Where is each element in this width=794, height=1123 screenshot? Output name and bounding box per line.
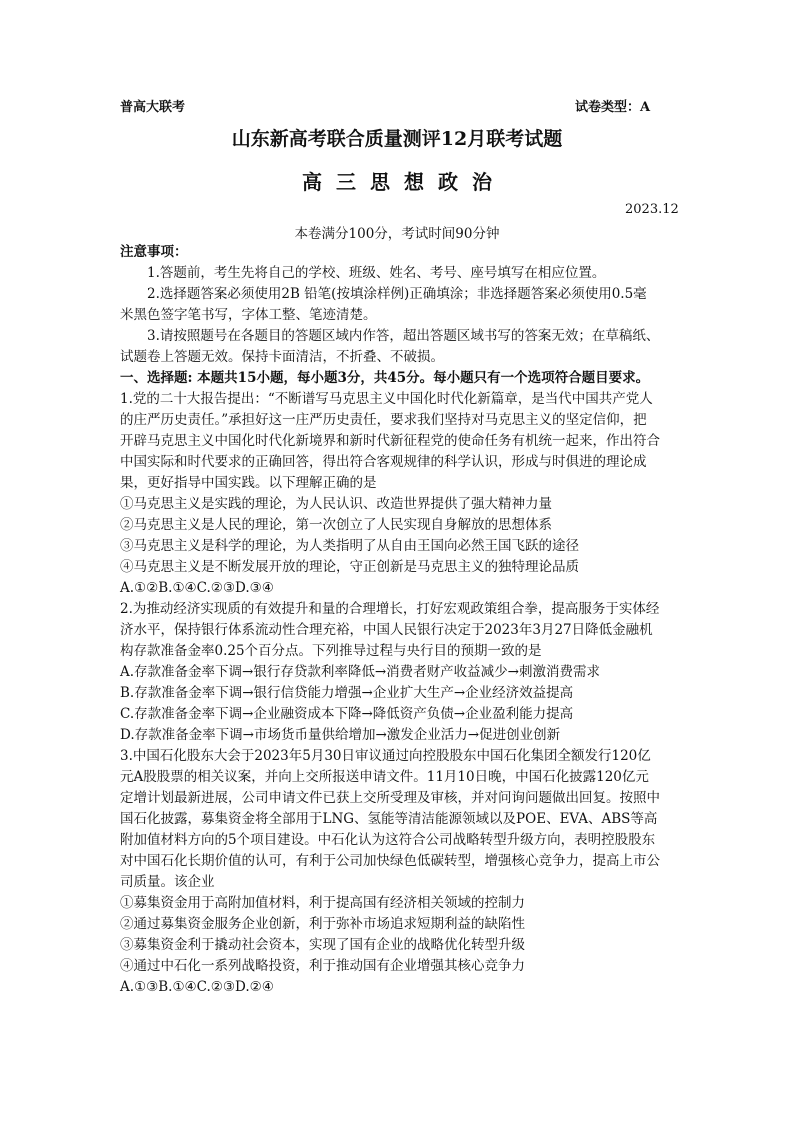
notice-item: 2.选择题答案必须使用2B 铅笔(按填涂样例)正确填涂；非选择题答案必须使用0.5毫米黑色签字笔书写，字体工整、笔迹清楚。 — [120, 286, 647, 323]
exam-body — [120, 242, 660, 998]
question-1-statement: ①马克思主义是实践的理论，为人民认识、改造世界提供了强大精神力量 — [120, 496, 552, 512]
question-3-statement: ②通过募集资金服务企业创新，利于弥补市场追求短期利益的缺陷性 — [120, 916, 525, 932]
notice-item: 1.答题前，考生先将自己的学校、班级、姓名、考号、座号填写在相应位置。 — [147, 265, 606, 281]
subject-title: 高三思想政治 — [302, 170, 506, 194]
exam-info: 本卷满分100分，考试时间90分钟 — [294, 226, 500, 242]
notice-item: 3.请按照题号在各题目的答题区域内作答，超出答题区域书写的答案无效；在草稿纸、试题卷上答题无效。保持卡面清洁，不折叠、不破损。 — [120, 328, 660, 365]
section-heading: 一、选择题: 本题共15小题，每小题3分，共45分。每小题只有一个选项符合题目要求。 — [120, 370, 650, 386]
question-3-statement: ③募集资金利于撬动社会资本，实现了国有企业的战略优化转型升级 — [120, 937, 525, 953]
question-1-options: A.①②B.①④C.②③D.③④ — [120, 580, 274, 596]
question-1-statement: ③马克思主义是科学的理论，为人类指明了从自由王国向必然王国飞跃的途径 — [120, 538, 579, 554]
question-2-option: C.存款准备金率下调→企业融资成本下降→降低资产负债→企业盈利能力提高 — [120, 706, 574, 722]
question-2-option: D.存款准备金率下调→市场货币量供给增加→激发企业活力→促进创业创新 — [120, 727, 561, 743]
question-2-option: A.存款准备金率下调→银行存贷款利率降低→消费者财产收益减少→刺激消费需求 — [120, 664, 600, 680]
question-3-stem: 3.中国石化股东大会于2023年5月30日审议通过向控股股东中国石化集团全额发行120亿元A股股票的相关议案，并向上交所报送申请文件。11月10日晚，中国石化披露120亿元定增计划最新进展，公司申请文件已获上交所受理及审核，并对问询问题做出回复。按照中国石化披露，募集资金将全部用于LNG、氢能等清洁能源领域以及POE、EVA、ABS等高附加值材料方向的5个项目建设。中石化认为这符合公司战略转型升级方向，表明控股股东对中国石化长期价值的认可，有利于公司加快绿色低碳转型，增强核心竞争力，提高上市公司质量。该企业 — [120, 748, 660, 890]
exam-title: 山东新高考联合质量测评12月联考试题 — [231, 128, 563, 150]
question-3-options: A.①③B.①④C.②③D.②④ — [120, 979, 274, 995]
question-3-statement: ①募集资金用于高附加值材料，利于提高国有经济相关领域的控制力 — [120, 895, 525, 911]
header-left: 普高大联考 — [120, 100, 186, 115]
question-3-statement: ④通过中石化一系列战略投资，利于推动国有企业增强其核心竞争力 — [120, 958, 525, 974]
notice-heading: 注意事项： — [120, 244, 188, 260]
exam-date: 2023.12 — [625, 202, 679, 217]
question-1-statement: ②马克思主义是人民的理论，第一次创立了人民实现自身解放的思想体系 — [120, 517, 552, 533]
question-1-stem: 1.党的二十大报告提出：“不断谱写马克思主义中国化时代化新篇章，是当代中国共产党人的庄严历史责任。”承担好这一庄严历史责任，要求我们坚持对马克思主义的坚定信仰，把开辟马克思主义中国化时代化新境界和新时代新征程党的使命任务有机统一起来，作出符合中国实际和时代要求的正确回答，得出符合客观规律的科学认识，形成与时俱进的理论成果，更好指导中国实践。以下理解正确的是 — [120, 391, 660, 491]
question-2-stem: 2.为推动经济实现质的有效提升和量的合理增长，打好宏观政策组合拳，提高服务于实体经济水平，保持银行体系流动性合理充裕，中国人民银行决定于2023年3月27日降低金融机构存款准备金率0.25个百分点。下列推导过程与央行目的预期一致的是 — [120, 601, 660, 659]
question-1-statement: ④马克思主义是不断发展开放的理论，守正创新是马克思主义的独特理论品质 — [120, 559, 579, 575]
paper-type: 试卷类型：A — [575, 100, 651, 115]
question-2-option: B.存款准备金率下调→银行信贷能力增强→企业扩大生产→企业经济效益提高 — [120, 685, 574, 701]
